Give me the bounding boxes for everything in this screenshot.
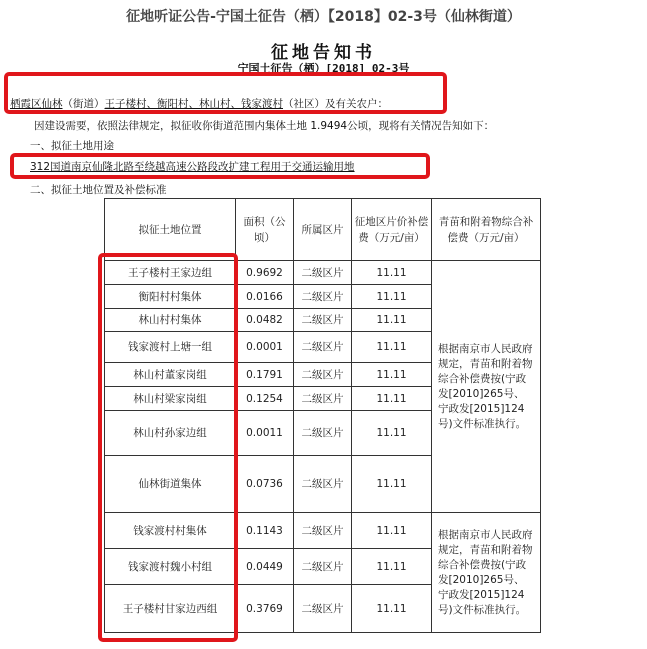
cell-zone: 二级区片	[294, 285, 352, 309]
header-price: 征地区片价补偿费（万元/亩）	[352, 199, 432, 261]
locations-highlight-box	[98, 253, 238, 642]
crop-compensation-note-2: 根据南京市人民政府规定，青苗和附着物综合补偿费按(宁政发[2010]265号、宁政发[2015]124号)文件标准执行。	[432, 513, 541, 633]
cell-price: 11.11	[352, 309, 432, 332]
cell-price: 11.11	[352, 332, 432, 363]
cell-location: 王子楼村王家边组	[105, 261, 236, 285]
cell-location: 王子楼村甘家边西组	[105, 585, 236, 633]
cell-zone: 二级区片	[294, 456, 352, 513]
cell-zone: 二级区片	[294, 585, 352, 633]
cell-price: 11.11	[352, 411, 432, 456]
cell-zone: 二级区片	[294, 513, 352, 549]
cell-area: 0.1791	[236, 363, 294, 387]
addressee-district: 栖霞区仙林	[10, 98, 63, 110]
cell-area: 0.0736	[236, 456, 294, 513]
header-location: 拟征土地位置	[105, 199, 236, 261]
header-area: 面积（公顷）	[236, 199, 294, 261]
cell-area: 0.3769	[236, 585, 294, 633]
crop-compensation-note-1: 根据南京市人民政府规定，青苗和附着物综合补偿费按(宁政发[2010]265号、宁政发[2015]124号)文件标准执行。	[432, 261, 541, 513]
land-purpose: 312国道南京仙隆北路至绕越高速公路段改扩建工程用于交通运输用地	[30, 161, 355, 173]
cell-price: 11.11	[352, 549, 432, 585]
addressee-highlight-box	[4, 72, 447, 114]
cell-area: 0.1254	[236, 387, 294, 411]
page-title: 征地听证公告-宁国土征告（栖）【2018】02-3号（仙林街道）	[126, 9, 521, 25]
section2-heading: 二、拟征土地位置及补偿标准	[30, 184, 167, 196]
cell-location: 钱家渡村上塘一组	[105, 332, 236, 363]
header-crops: 青苗和附着物综合补偿费（万元/亩）	[432, 199, 541, 261]
cell-area: 0.0166	[236, 285, 294, 309]
cell-zone: 二级区片	[294, 332, 352, 363]
cell-zone: 二级区片	[294, 411, 352, 456]
cell-price: 11.11	[352, 363, 432, 387]
cell-price: 11.11	[352, 513, 432, 549]
cell-location: 林山村梁家岗组	[105, 387, 236, 411]
cell-price: 11.11	[352, 585, 432, 633]
cell-price: 11.11	[352, 261, 432, 285]
addressee-community-label: （社区）	[283, 98, 325, 110]
cell-area: 0.0449	[236, 549, 294, 585]
cell-area: 0.0001	[236, 332, 294, 363]
section1-heading: 一、拟征土地用途	[30, 140, 114, 152]
document-number: 宁国土征告（栖）[2018] 02-3号	[237, 62, 410, 75]
intro-paragraph: 因建设需要，依照法律规定，拟征收你街道范围内集体土地 1.9494公顷，现将有关情况告知如下：	[34, 120, 495, 132]
cell-area: 0.0482	[236, 309, 294, 332]
addressee-street-label: （街道）	[62, 98, 105, 110]
cell-price: 11.11	[352, 456, 432, 513]
cell-location: 衡阳村村集体	[105, 285, 236, 309]
cell-zone: 二级区片	[294, 387, 352, 411]
cell-location: 仙林街道集体	[105, 456, 236, 513]
addressee-suffix: 及有关农户：	[325, 98, 388, 110]
document-title: 征地告知书	[271, 43, 376, 63]
cell-area: 0.9692	[236, 261, 294, 285]
cell-zone: 二级区片	[294, 363, 352, 387]
cell-price: 11.11	[352, 387, 432, 411]
header-zone: 所属区片	[294, 199, 352, 261]
cell-location: 林山村董家岗组	[105, 363, 236, 387]
cell-zone: 二级区片	[294, 261, 352, 285]
table-header-row	[105, 199, 541, 261]
cell-zone: 二级区片	[294, 309, 352, 332]
cell-location: 林山村村集体	[105, 309, 236, 332]
purpose-highlight-box	[10, 153, 430, 179]
cell-area: 0.0011	[236, 411, 294, 456]
cell-location: 钱家渡村村集体	[105, 513, 236, 549]
cell-location: 林山村孙家边组	[105, 411, 236, 456]
cell-area: 0.1143	[236, 513, 294, 549]
cell-location: 钱家渡村魏小村组	[105, 549, 236, 585]
cell-price: 11.11	[352, 285, 432, 309]
addressee-villages: 王子楼村、衡阳村、林山村、钱家渡村	[104, 98, 283, 110]
cell-zone: 二级区片	[294, 549, 352, 585]
